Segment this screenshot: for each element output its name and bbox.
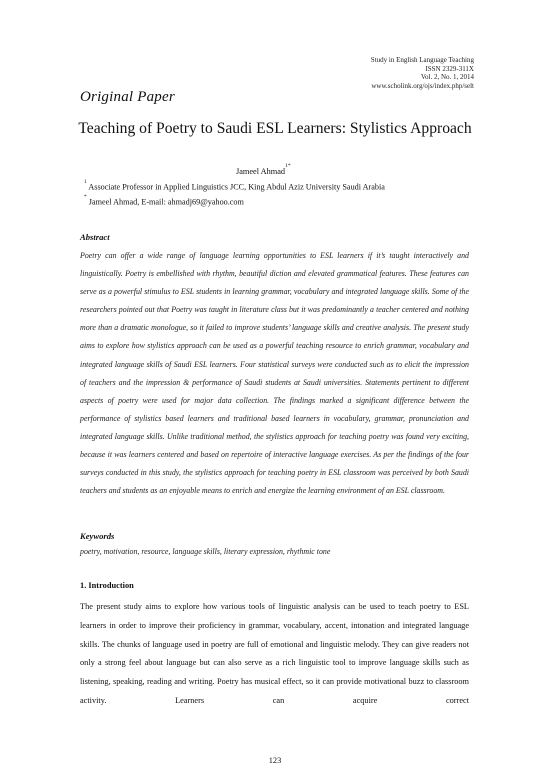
section-label: Original Paper	[80, 89, 175, 105]
corresponding-author[interactable]: Jameel Ahmad, E-mail: ahmadj69@yahoo.com	[88, 197, 244, 207]
affiliation-1	[84, 179, 385, 192]
introduction-text: The present study aims to explore how various tools of linguistic analysis can be used to teach poetry to ESL learners in order to improve their proficiency in grammar, vocabulary, accent, intonation and integrated language skills. The chunks of language used in poetry are full of emotional and linguistic melody. They can give readers not only a strong feel about language but can also serve as a rich linguistic tool to improve language skills such as listening, speaking, reading and writing. Poetry has musical effect, so it can provide motivational buzz to classroom activity. Learners can acquire correct	[80, 602, 469, 705]
author-name: Jameel Ahmad	[236, 166, 286, 176]
keywords-text: poetry, motivation, resource, language skills, literary expression, rhythmic tone	[80, 547, 331, 556]
affiliation-2	[84, 194, 244, 207]
affiliation-mark: *	[84, 194, 87, 200]
journal-volume: Vol. 2, No. 1, 2014	[420, 73, 474, 82]
keywords-heading: Keywords	[80, 531, 115, 541]
author-line	[236, 163, 291, 176]
affiliation-text: Associate Professor in Applied Linguistics JCC, King Abdul Aziz University Saudi Arabia	[88, 182, 385, 192]
author-marks: 1*	[285, 163, 291, 169]
journal-issn: ISSN 2329-311X	[425, 64, 474, 73]
introduction-heading: 1. Introduction	[80, 581, 134, 590]
abstract-heading: Abstract	[80, 232, 110, 242]
journal-name: Study in English Language Teaching	[370, 56, 474, 64]
page-number: 123	[268, 756, 282, 765]
journal-header	[371, 56, 474, 90]
paper-title: Teaching of Poetry to Saudi ESL Learners: Stylistics Approach	[78, 120, 472, 137]
affiliation-mark: 1	[84, 179, 87, 185]
abstract-text: Poetry can offer a wide range of language learning opportunities to ESL learners if it’s taught interactively and linguistically. Poetry is embellished with rhythm, beautiful diction and elevated grammatical features. These features can serve as a powerful stimulus to ESL students in learning grammar, vocabulary and integrated language skills. Some of the researchers pointed out that Poetry was taught in literature class but it was predominantly a teacher centered and nothing more than a dramatic monologue, so it failed to improve students’ language skills and creative analysis. The present study aims to explore how stylistics approach can be used as a powerful teaching resource to enrich grammar, vocabulary and integrated language skills of Saudi ESL learners. Four statistical surveys were conducted such as to elicit the impression of teachers and the impression & performance of Saudi students at Saudi universities. Statements pertinent to different aspects of poetry were used for major data collection. The findings marked a significant difference between the performance of stylistics based learners and traditional based learners in vocabulary, grammar, pronunciation and integrated language skills. Unlike traditional method, the stylistics approach for teaching poetry was found very exciting, because it was learners centered and based on repertoire of interactive language exercises. As per the findings of the four surveys conducted in this study, the stylistics approach for teaching poetry in ESL classroom was perceived by both Saudi teachers and students as an enjoyable means to enrich and energize the learning environment of an ESL classroom.	[80, 251, 469, 496]
journal-url[interactable]: www.scholink.org/ojs/index.php/selt	[371, 81, 474, 90]
